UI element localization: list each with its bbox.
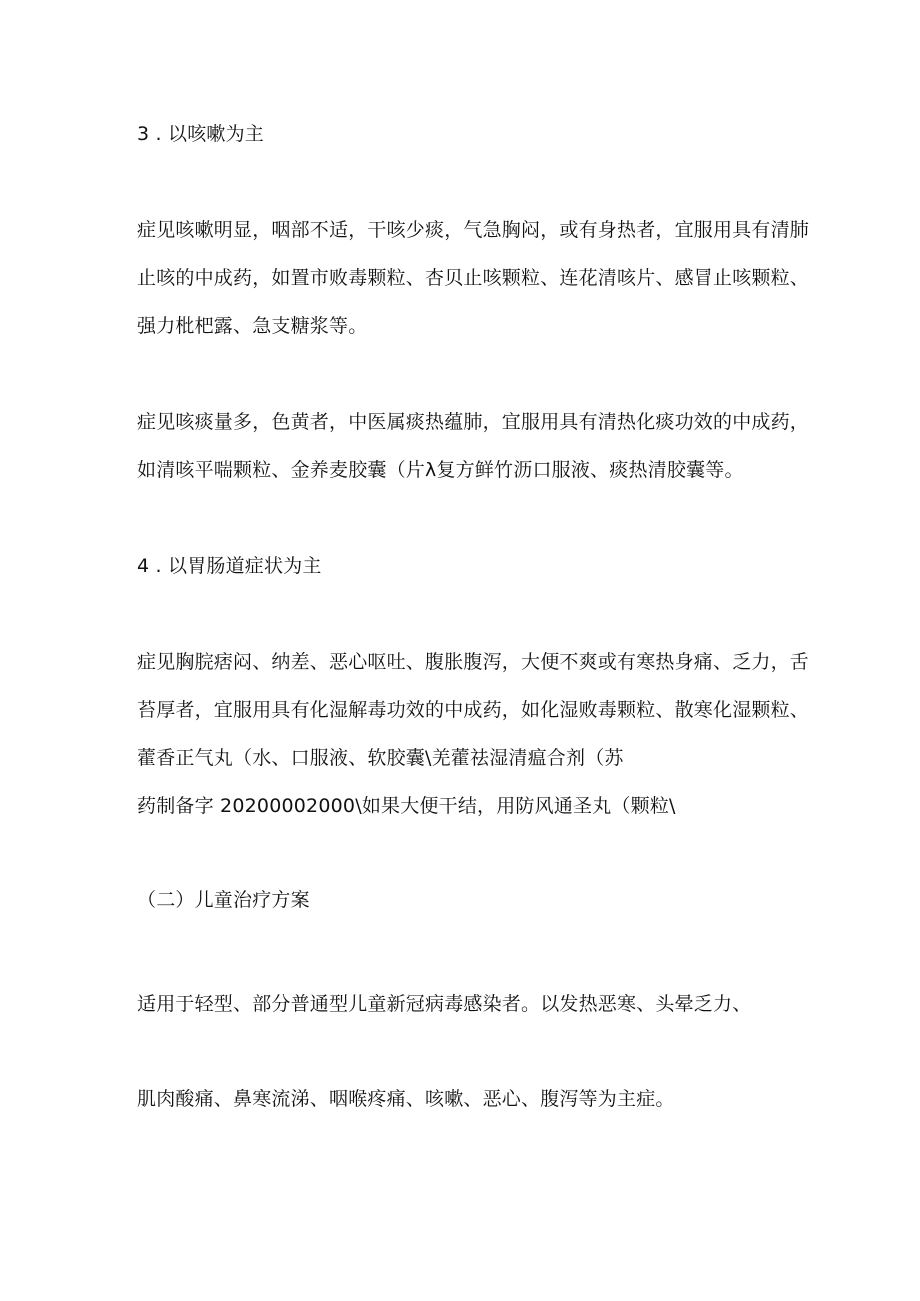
paragraph-line: 如清咳平喘颗粒、金养麦胶囊（片λ复方鲜竹沥口服液、痰热清胶囊等。 [137, 459, 744, 481]
section-heading-gastro: 4 . 以胃肠道症状为主 [137, 555, 322, 577]
paragraph-line: 强力枇杷露、急支糖浆等。 [137, 315, 368, 337]
paragraph-line: 症见咳嗽明显，咽部不适，干咳少痰，气急胸闷，或有身热者，宜服用具有清肺 [137, 219, 810, 241]
paragraph-line: 止咳的中成药，如置市败毒颗粒、杏贝止咳颗粒、连花清咳片、感冒止咳颗粒、 [137, 267, 810, 289]
section-heading-cough: 3 . 以咳嗽为主 [137, 123, 265, 145]
paragraph-line: 肌肉酸痛、鼻寒流涕、咽喉疼痛、咳嗽、恶心、腹泻等为主症。 [137, 1088, 675, 1110]
paragraph-line: 药制备字 20200002000\如果大便干结，用防风通圣丸（颗粒\ [137, 795, 676, 817]
paragraph-line: 苔厚者，宜服用具有化湿解毒功效的中成药，如化湿败毒颗粒、散寒化湿颗粒、 [137, 699, 810, 721]
paragraph-line: 症见胸脘痞闷、纳差、恶心呕吐、腹胀腹泻，大便不爽或有寒热身痛、乏力，舌 [137, 651, 810, 673]
section-heading-children: （二）儿童治疗方案 [137, 889, 310, 911]
paragraph-line: 藿香正气丸（水、口服液、软胶囊\羌藿祛湿清瘟合剂（苏 [137, 747, 624, 769]
paragraph-line: 适用于轻型、部分普通型儿童新冠病毒感染者。以发热恶寒、头晕乏力、 [137, 993, 752, 1015]
paragraph-line: 症见咳痰量多，色黄者，中医属痰热蕴肺，宜服用具有清热化痰功效的中成药， [137, 411, 810, 433]
